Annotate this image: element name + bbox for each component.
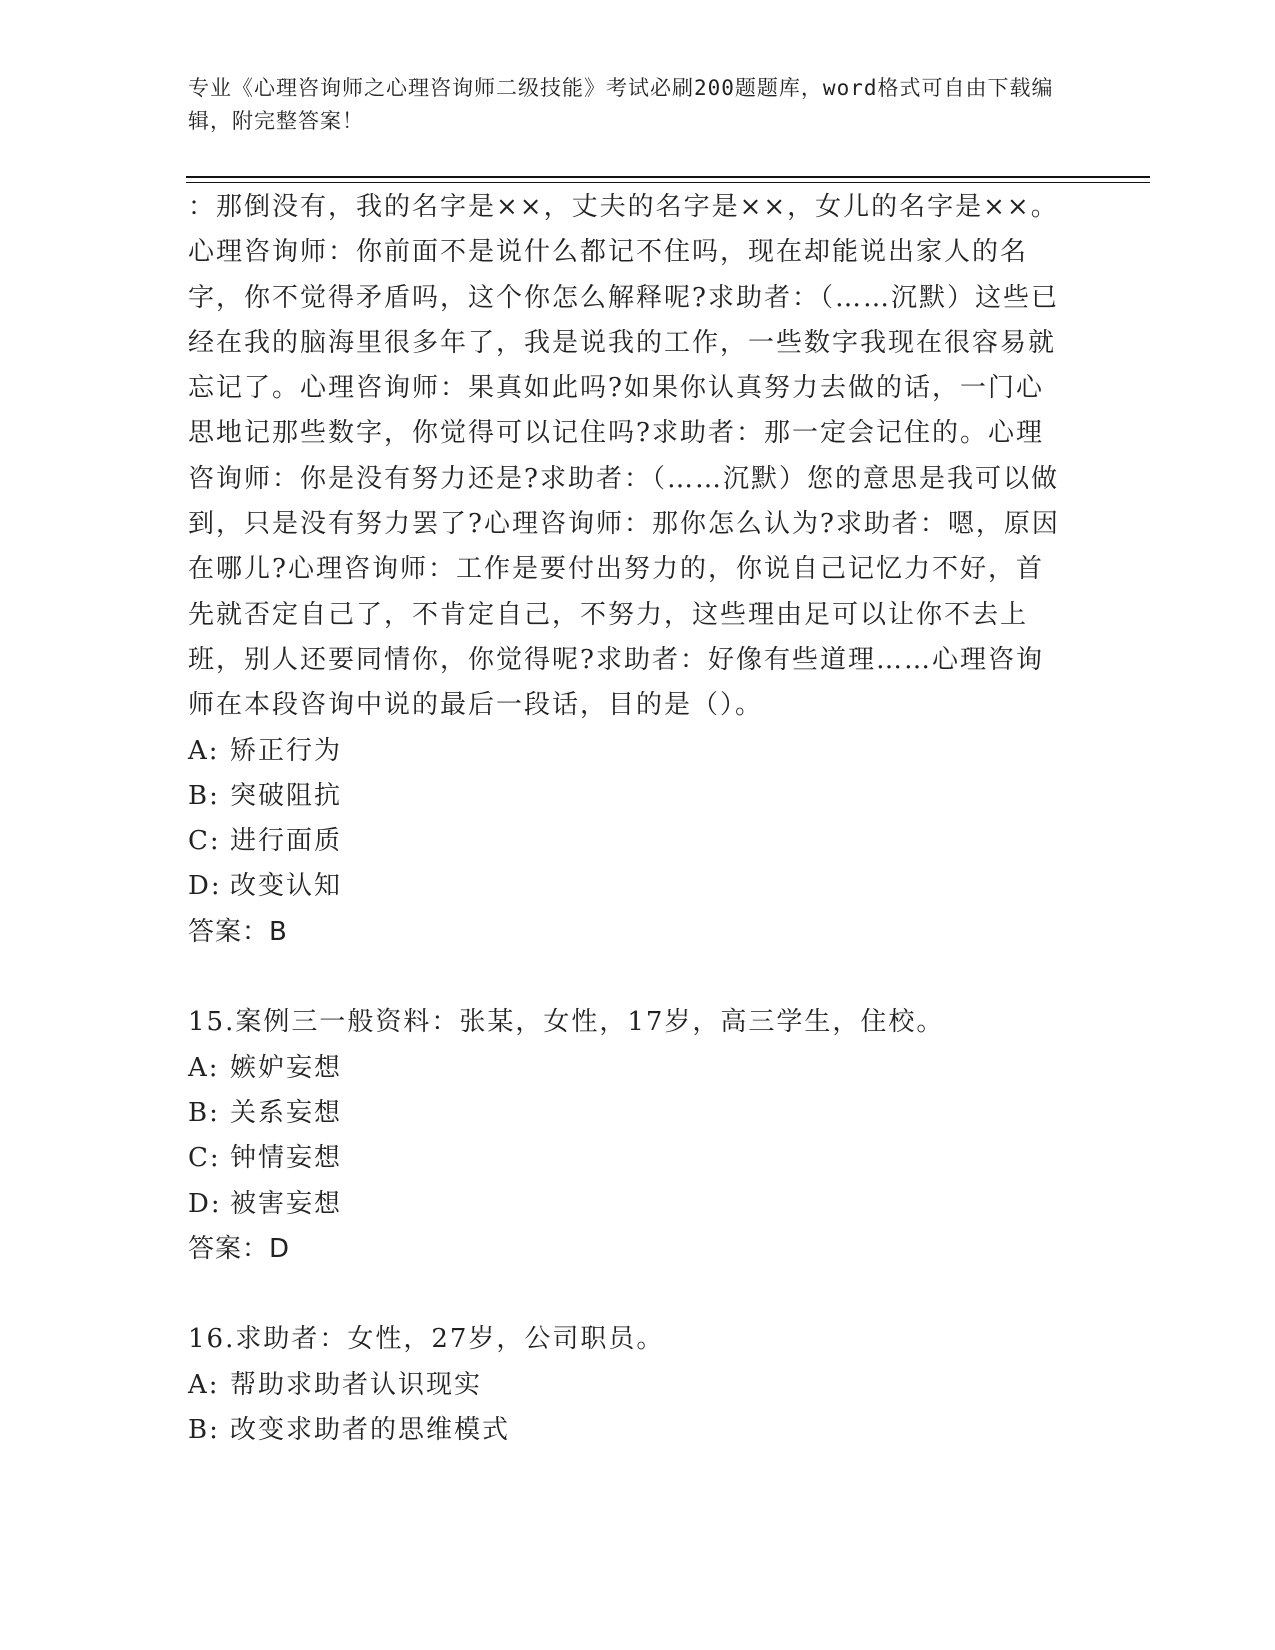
option-key: A: bbox=[188, 1369, 220, 1400]
question-15-answer: 答案：D bbox=[188, 1233, 291, 1264]
option-text: 嫉妒妄想 bbox=[230, 1052, 343, 1083]
spacer bbox=[188, 955, 1068, 1000]
option-b bbox=[188, 1408, 1068, 1453]
option-d bbox=[188, 1182, 1068, 1227]
option-a bbox=[188, 1046, 1068, 1091]
option-text: 进行面质 bbox=[230, 826, 343, 857]
question-15-stem: 15.案例三一般资料：张某，女性，17岁，高三学生，住校。 bbox=[188, 1007, 945, 1038]
option-b bbox=[188, 774, 1068, 819]
option-key: B: bbox=[188, 1097, 220, 1128]
question-16-stem: 16.求助者：女性，27岁，公司职员。 bbox=[188, 1324, 665, 1355]
option-key: D: bbox=[188, 1188, 222, 1219]
question-14-options bbox=[188, 729, 1068, 910]
option-text: 突破阻抗 bbox=[230, 780, 343, 811]
question-14-answer: 答案：B bbox=[188, 916, 288, 947]
option-d bbox=[188, 864, 1068, 909]
option-key: A: bbox=[188, 735, 220, 766]
document-body bbox=[188, 185, 1068, 1453]
document-header: 专业《心理咨询师之心理咨询师二级技能》考试必刷200题题库，word格式可自由下载编辑，附完整答案！ bbox=[188, 76, 1054, 133]
option-text: 钟情妄想 bbox=[230, 1143, 343, 1174]
option-a bbox=[188, 1363, 1068, 1408]
header-divider-thick bbox=[186, 176, 1150, 178]
option-key: C: bbox=[188, 1143, 221, 1174]
question-14-passage: ：那倒没有，我的名字是××，丈夫的名字是××，女儿的名字是××。心理咨询师：你前面不是说什么都记不住吗，现在却能说出家人的名字，你不觉得矛盾吗，这个你怎么解释呢?求助者：（……沉默）这些已经在我的脑海里很多年了，我是说我的工作，一些数字我现在很容易就忘记了。心理咨询师：果真如此吗?如果你认真努力去做的话，一门心思地记那些数字，你觉得可以记住吗?求助者：那一定会记住的。心理咨询师：你是没有努力还是?求助者：（……沉默）您的意思是我可以做到，只是没有努力罢了?心理咨询师：那你怎么认为?求助者：嗯，原因在哪儿?心理咨询师：工作是要付出努力的，你说自己记忆力不好，首先就否定自己了，不肯定自己，不努力，这些理由足可以让你不去上班，别人还要同情你，你觉得呢?求助者：好像有些道理……心理咨询师在本段咨询中说的最后一段话，目的是（）。 bbox=[188, 192, 1060, 721]
option-text: 改变认知 bbox=[230, 871, 343, 902]
option-c bbox=[188, 819, 1068, 864]
question-16-options bbox=[188, 1363, 1068, 1454]
option-key: B: bbox=[188, 1415, 220, 1446]
header-divider-thin bbox=[186, 182, 1150, 183]
option-key: A: bbox=[188, 1052, 220, 1083]
option-text: 被害妄想 bbox=[230, 1188, 343, 1219]
option-key: C: bbox=[188, 826, 221, 857]
question-15-options bbox=[188, 1046, 1068, 1227]
option-key: B: bbox=[188, 780, 220, 811]
spacer bbox=[188, 1272, 1068, 1317]
option-text: 关系妄想 bbox=[230, 1097, 343, 1128]
option-text: 改变求助者的思维模式 bbox=[230, 1415, 511, 1446]
option-text: 矫正行为 bbox=[230, 735, 343, 766]
option-b bbox=[188, 1091, 1068, 1136]
option-key: D: bbox=[188, 871, 222, 902]
option-text: 帮助求助者认识现实 bbox=[230, 1369, 483, 1400]
option-a bbox=[188, 729, 1068, 774]
option-c bbox=[188, 1136, 1068, 1181]
